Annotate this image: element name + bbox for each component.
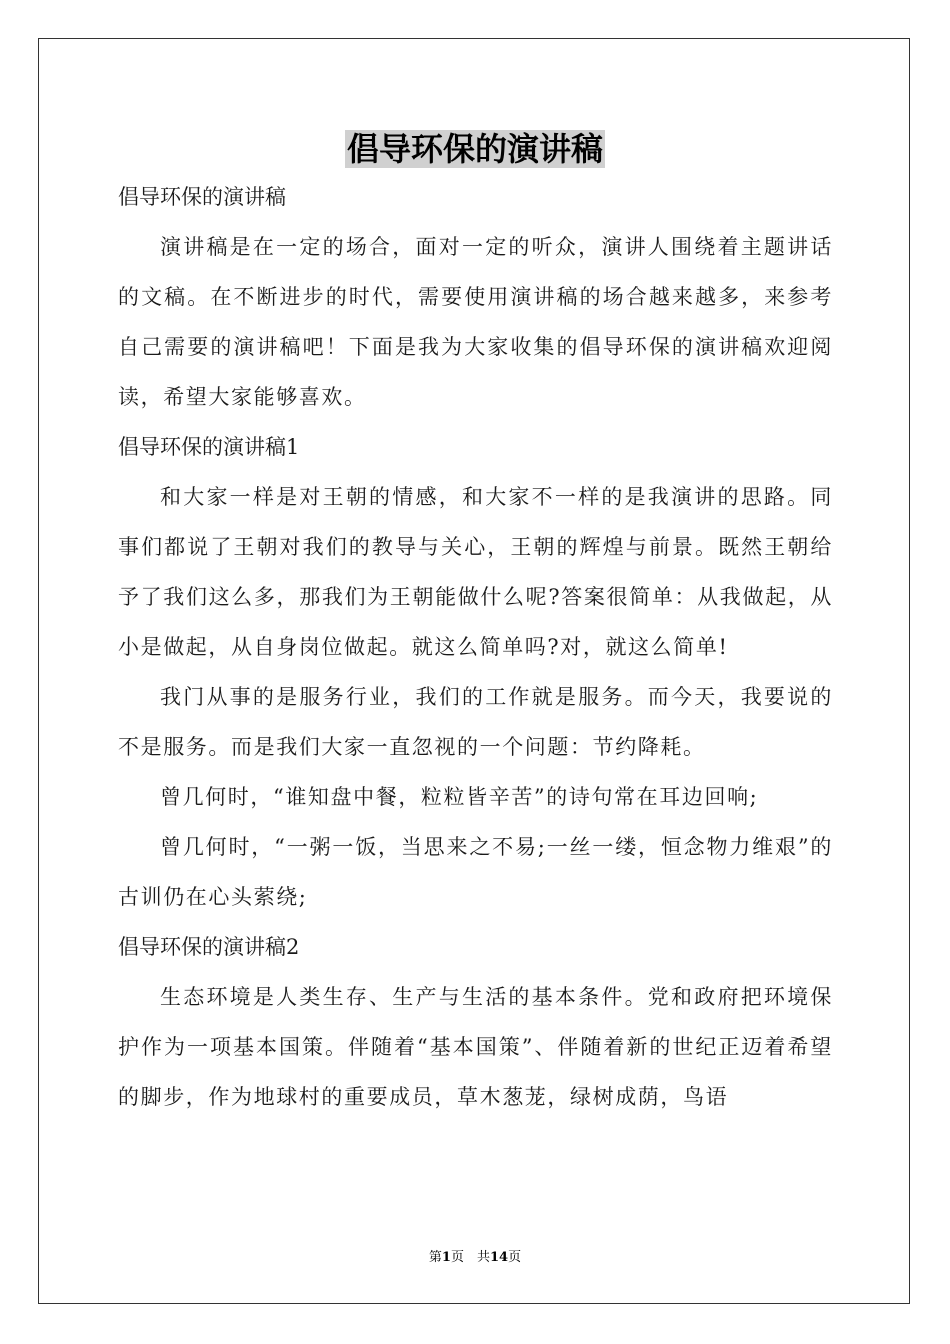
body-paragraph: 我门从事的是服务行业，我们的工作就是服务。而今天，我要说的不是服务。而是我们大家一直忽视的一个问题：节约降耗。 — [118, 685, 833, 759]
total-page-count: 14 — [489, 1250, 509, 1265]
body-paragraph: 生态环境是人类生存、生产与生活的基本条件。党和政府把环境保护作为一项基本国策。伴随着“基本国策”、伴随着新的世纪正迈着希望的脚步，作为地球村的重要成员，草木葱茏，绿树成荫，鸟语 — [118, 985, 833, 1109]
footer-mid: 页 共 — [450, 1250, 490, 1265]
page-footer — [0, 1246, 950, 1265]
body-paragraph: 曾几何时，“谁知盘中餐，粒粒皆辛苦”的诗句常在耳边回响; — [160, 785, 759, 809]
document-body — [118, 172, 833, 1122]
section-heading: 倡导环保的演讲稿 — [118, 185, 286, 209]
footer-prefix: 第 — [428, 1250, 442, 1265]
body-paragraph: 曾几何时，“一粥一饭，当思来之不易;一丝一缕，恒念物力维艰”的古训仍在心头萦绕; — [118, 835, 833, 909]
body-paragraph: 演讲稿是在一定的场合，面对一定的听众，演讲人围绕着主题讲话的文稿。在不断进步的时代，需要使用演讲稿的场合越来越多，来参考自己需要的演讲稿吧！下面是我为大家收集的倡导环保的演讲稿欢迎阅读，希望大家能够喜欢。 — [118, 235, 833, 409]
footer-suffix: 页 — [508, 1250, 522, 1265]
current-page-number: 1 — [441, 1250, 451, 1265]
document-title — [0, 127, 950, 171]
document-title-text: 倡导环保的演讲稿 — [346, 130, 603, 168]
section-heading: 倡导环保的演讲稿2 — [118, 935, 300, 959]
body-paragraph: 和大家一样是对王朝的情感，和大家不一样的是我演讲的思路。同事们都说了王朝对我们的教导与关心，王朝的辉煌与前景。既然王朝给予了我们这么多，那我们为王朝能做什么呢?答案很简单：从我做起，从小是做起，从自身岗位做起。就这么简单吗?对，就这么简单! — [118, 485, 833, 659]
section-heading: 倡导环保的演讲稿1 — [118, 435, 300, 459]
